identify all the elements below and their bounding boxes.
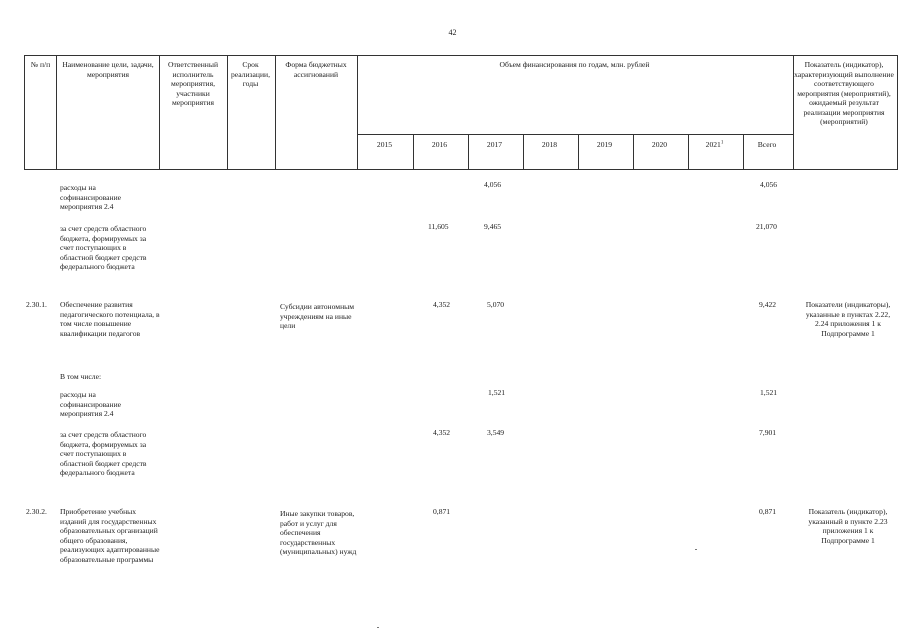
page-number: 42 xyxy=(448,28,457,37)
row-form: Субсидии автономным учреждениям на иные цели xyxy=(280,302,355,331)
row-name: расходы на софинансирование мероприятия 2.4 xyxy=(60,183,122,212)
cell-2017: 9,465 xyxy=(484,222,502,231)
row-name: В том числе: xyxy=(60,372,102,381)
cell-total: 0,871 xyxy=(759,507,777,516)
cell-total: 7,901 xyxy=(759,428,777,437)
header-name: Наименование цели, задачи, мероприятия xyxy=(62,60,154,79)
scan-speck xyxy=(695,549,697,550)
row-indicator: Показатели (индикаторы), указанные в пунктах 2.22, 2.24 приложения 1 к Подпрограмме 1 xyxy=(805,300,891,338)
cell-2016: 0,871 xyxy=(433,507,451,516)
col-divider xyxy=(56,56,57,169)
row-name: за счет средств областного бюджета, формируемых за счет поступающих в областной бюджет средств федерального бюджета xyxy=(60,224,147,272)
cell-total: 9,422 xyxy=(759,300,777,309)
row-name: Обеспечение развития педагогического потенциала, в том числе повышение квалификации педагогов xyxy=(60,300,160,338)
year-2017: 2017 xyxy=(486,140,503,149)
cell-2016: 4,352 xyxy=(433,300,451,309)
row-name: Приобретение учебных изданий для государственных образовательных организаций общего образования, реализующих адаптированные образовательные программы xyxy=(60,507,160,564)
header-form: Форма бюджетных ассигнований xyxy=(285,60,347,79)
cell-2016: 4,352 xyxy=(433,428,451,437)
header-responsible: Ответственный исполнитель мероприятия, участники мероприятия xyxy=(167,60,219,107)
cell-2016: 11,605 xyxy=(428,222,449,231)
header-num: № п/п xyxy=(30,60,51,69)
col-divider xyxy=(357,56,358,169)
cell-total: 21,070 xyxy=(756,222,777,231)
row-number: 2.30.1. xyxy=(26,300,47,309)
year-total: Всего xyxy=(757,140,777,149)
cell-2017: 3,549 xyxy=(487,428,505,437)
year-2016: 2016 xyxy=(431,140,448,149)
cell-total: 1,521 xyxy=(760,388,778,397)
row-form: Иные закупки товаров, работ и услуг для обеспечения государственных (муниципальных) нужд xyxy=(280,509,357,557)
cell-2017: 4,056 xyxy=(484,180,502,189)
row-indicator: Показатель (индикатор), указанный в пункте 2.23 приложения 1 к Подпрограмме 1 xyxy=(808,507,888,545)
row-name: расходы на софинансирование мероприятия 2.4 xyxy=(60,390,122,419)
year-2021: 2021$^1$ xyxy=(705,140,724,149)
header-indicator: Показатель (индикатор), характеризующий выполнение соответствующего мероприятия (мероприятий), ожидаемый результат реализации мероприятия (мероприятий) xyxy=(794,60,894,126)
header-volume: Объем финансирования по годам, млн. рублей xyxy=(499,60,650,69)
year-2015: 2015 xyxy=(376,140,393,149)
header-term: Срок реализации, годы xyxy=(230,60,270,88)
row-divider xyxy=(357,134,793,135)
year-2018: 2018 xyxy=(541,140,558,149)
cell-2017: 5,070 xyxy=(487,300,505,309)
cell-2017: 1,521 xyxy=(488,388,506,397)
year-2020: 2020 xyxy=(651,140,668,149)
row-name: за счет средств областного бюджета, формируемых за счет поступающих в областной бюджет средств федерального бюджета xyxy=(60,430,147,478)
cell-total: 4,056 xyxy=(760,180,778,189)
scan-speck xyxy=(377,627,379,628)
row-number: 2.30.2. xyxy=(26,507,47,516)
year-2019: 2019 xyxy=(596,140,613,149)
